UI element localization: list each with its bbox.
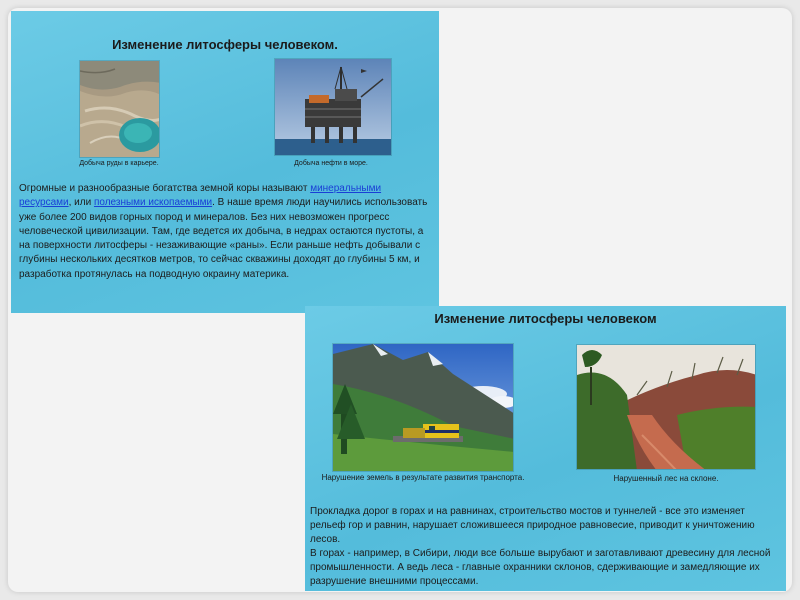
- deforested-slope-photo: [576, 344, 756, 470]
- oil-platform-photo: [274, 58, 392, 156]
- paragraph-text: Огромные и разнообразные богатства земной коры называют: [19, 183, 311, 194]
- deforested-slope-caption: Нарушенный лес на склоне.: [613, 474, 719, 483]
- slide-2-paragraph-2: В горах - например, в Сибири, люди все больше вырубают и заготавливают древесину для лесной промышленности. А ведь леса - главные охранники склонов, сдерживающие и замедляющие их разрушение внешними процессами.: [310, 548, 771, 587]
- useful-minerals-link[interactable]: полезными ископаемыми: [93, 197, 213, 209]
- slide-1-title: Изменение литосферы человеком.: [112, 37, 338, 52]
- mountain-train-caption: Нарушение земель в результате развития транспорта.: [321, 473, 525, 482]
- oil-platform-caption: Добыча нефти в море.: [294, 160, 368, 167]
- quarry-caption: Добыча руды в карьере.: [79, 160, 159, 167]
- slide-2-paragraph-1: Прокладка дорог в горах и на равнинах, строительство мостов и туннелей - все это изменяет рельеф гор и равнин, нарушает сложившееся природное равновесие, приводит к уничтожению лесов.: [310, 506, 755, 545]
- mineral-resources-link[interactable]: минеральными ресурсами: [19, 183, 382, 209]
- slide-1-paragraph: [19, 182, 435, 282]
- quarry-photo: [79, 60, 160, 158]
- paragraph-text: , или: [68, 197, 94, 209]
- slide-1: [11, 11, 439, 313]
- paragraph-text: . В наше время люди научились использовать уже более 200 видов горных пород и минералов. Без них невозможен прогресс человеческой цивилизации. Там, где ведется их добыча, в недрах остаются пустоты, а на поверхности литосферы - незаживающие «раны». Если раньше нефть добывали с глубины нескольких десятков метров, то сейчас скважины доходят до глубины 5 км, и разработка протянулась на подводную окраину материка.: [19, 197, 428, 280]
- mountain-train-photo: [332, 343, 514, 472]
- slide-2: [305, 306, 786, 591]
- slide-2-title: Изменение литосферы человеком: [434, 311, 657, 326]
